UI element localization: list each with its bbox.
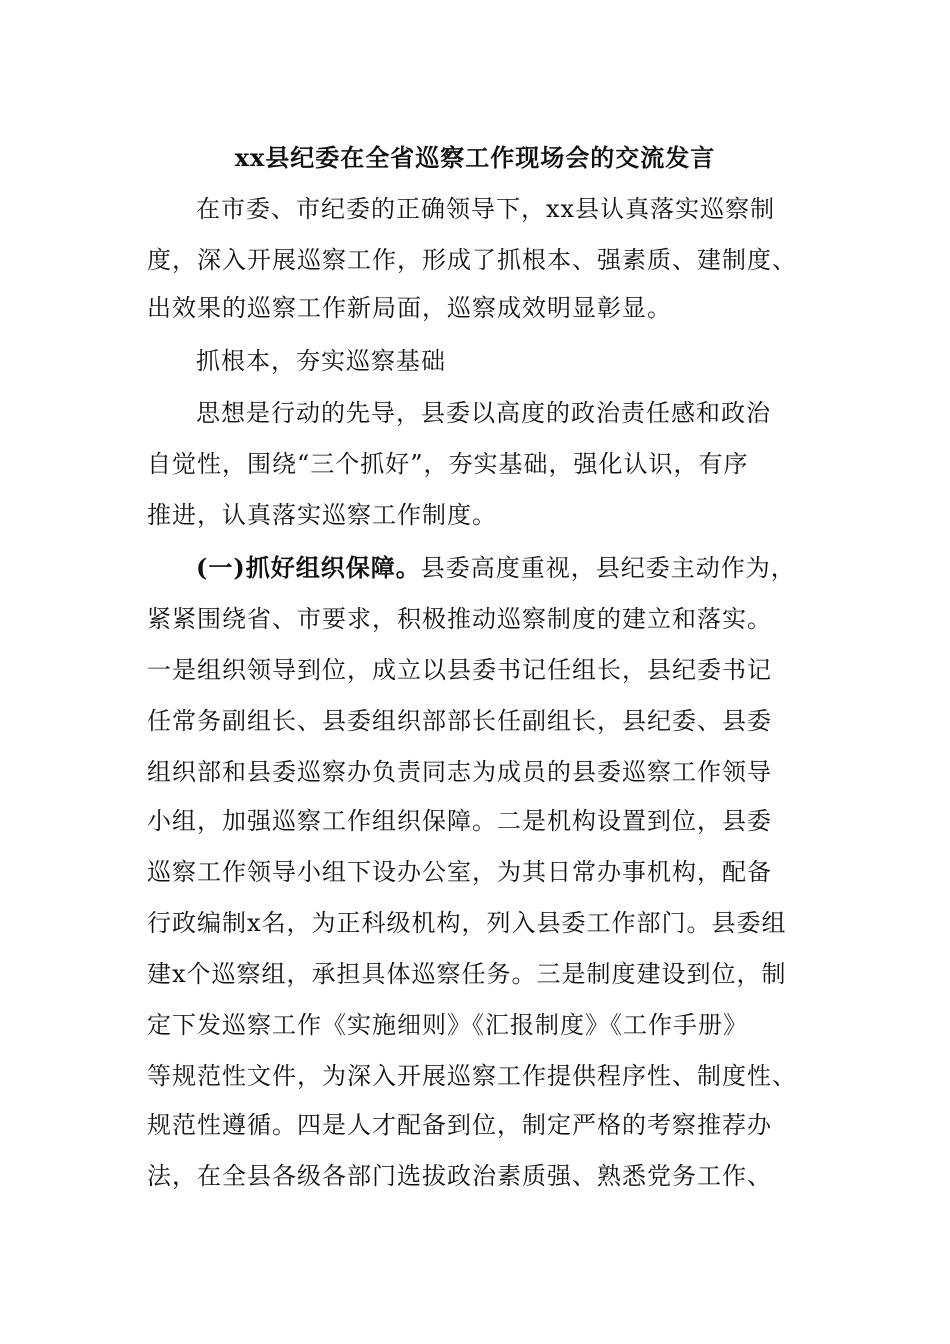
paragraph-line: 巡察工作领导小组下设办公室，为其日常办事机构，配备 — [147, 858, 772, 886]
paragraph-line: 定下发巡察工作《实施细则》《汇报制度》《工作手册》 — [147, 1011, 748, 1039]
paragraph-line: 组织部和县委巡察办负责同志为成员的县委巡察工作领导 — [147, 758, 772, 786]
subsection-first-line — [196, 550, 796, 586]
paragraph-line: 自觉性，围绕“三个抓好”，夯实基础，强化认识，有序 — [147, 450, 749, 478]
paragraph-line: 推进，认真落实巡察工作制度。 — [147, 501, 497, 529]
subsection-heading: (一)抓好组织保障。 — [196, 553, 421, 582]
paragraph-line: 小组，加强巡察工作组织保障。二是机构设置到位，县委 — [147, 807, 772, 835]
paragraph-line: 一是组织领导到位，成立以县委书记任组长，县纪委书记 — [147, 656, 772, 684]
document-title: xx县纪委在全省巡察工作现场会的交流发言 — [234, 143, 716, 172]
paragraph-line: 度，深入开展巡察工作，形成了抓根本、强素质、建制度、 — [147, 246, 797, 274]
section-heading: 抓根本，夯实巡察基础 — [196, 347, 446, 375]
paragraph-line: 等规范性文件，为深入开展巡察工作提供程序性、制度性、 — [147, 1062, 797, 1090]
paragraph-line: 在市委、市纪委的正确领导下，xx县认真落实巡察制 — [196, 195, 776, 223]
paragraph-line: 思想是行动的先导，县委以高度的政治责任感和政治 — [196, 399, 771, 427]
paragraph-line: 任常务副组长、县委组织部部长任副组长，县纪委、县委 — [147, 707, 772, 735]
paragraph-line: 出效果的巡察工作新局面，巡察成效明显彰显。 — [147, 294, 672, 322]
paragraph-line: 法，在全县各级各部门选拔政治素质强、熟悉党务工作、 — [147, 1162, 772, 1190]
paragraph-line: 建x个巡察组，承担具体巡察任务。三是制度建设到位，制 — [147, 960, 787, 988]
paragraph-line: 规范性遵循。四是人才配备到位，制定严格的考察推荐办 — [147, 1111, 772, 1139]
paragraph-text: 县委高度重视，县纪委主动作为， — [420, 554, 796, 582]
paragraph-line: 行政编制x名，为正科级机构，列入县委工作部门。县委组 — [147, 909, 787, 937]
paragraph-line: 紧紧围绕省、市要求，积极推动巡察制度的建立和落实。 — [147, 605, 772, 633]
